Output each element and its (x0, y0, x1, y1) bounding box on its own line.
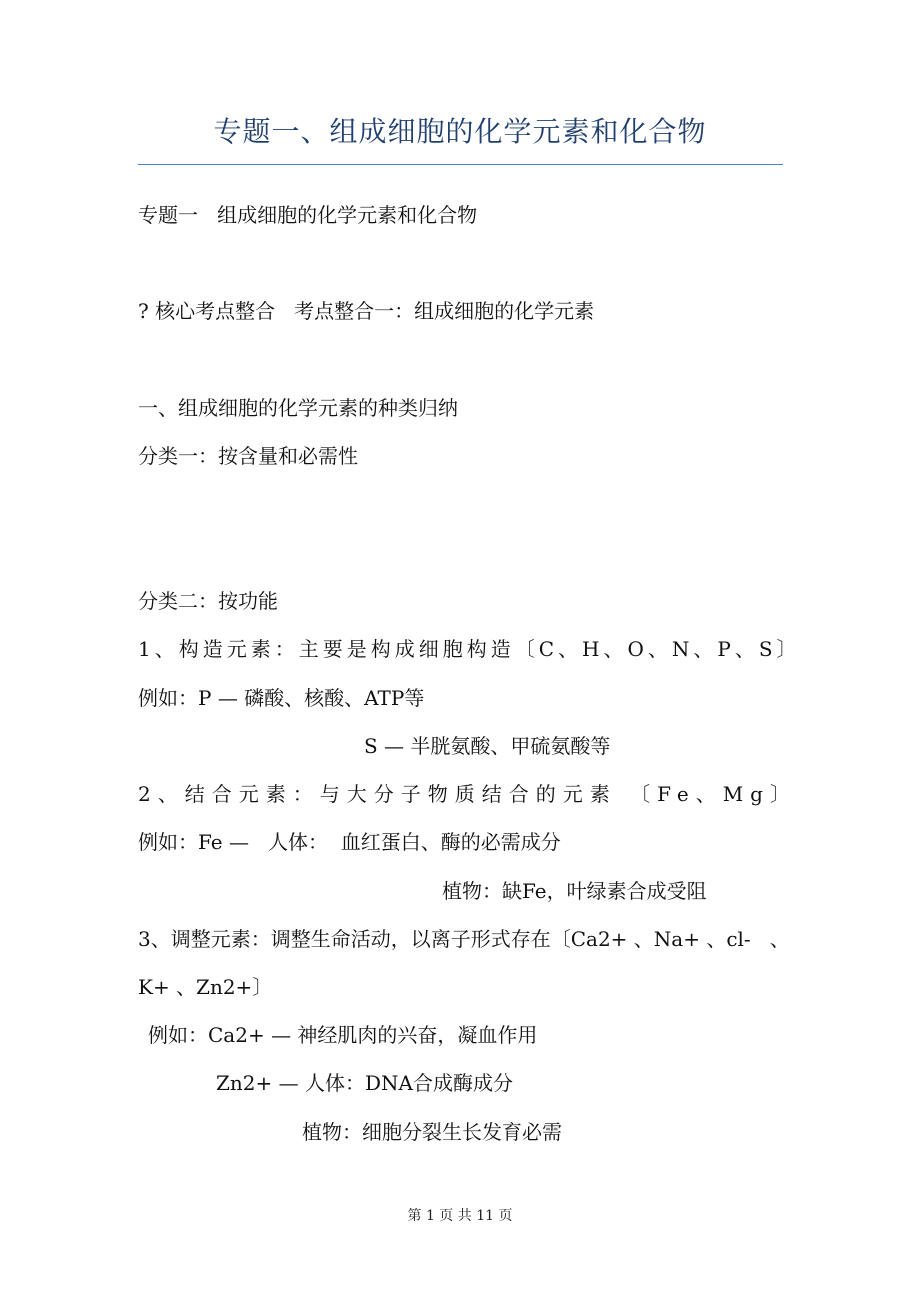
text-line-example-fe-plant: 植物：缺Fe，叶绿素合成受阻 (442, 879, 707, 903)
text-line-category-two: 分类二：按功能 (138, 589, 278, 613)
text-line-example-zn-plant: 植物：细胞分裂生长发育必需 (302, 1120, 562, 1144)
text-line-regulatory-elements: 3、调整元素：调整生命活动，以离子形式存在〔Ca2+ 、Na+ 、cl- 、 (138, 927, 790, 951)
text-line-example-zn-human: Zn2+ — 人体：DNA合成酶成分 (216, 1071, 513, 1095)
text-line-core-points: ? 核心考点整合 考点整合一：组成细胞的化学元素 (138, 299, 595, 323)
title-underline (138, 164, 783, 165)
page-number-footer: 第 1 页 共 11 页 (407, 1208, 513, 1224)
text-line-category-one: 分类一：按含量和必需性 (138, 444, 358, 468)
document-title: 专题一、组成细胞的化学元素和化合物 (213, 115, 707, 148)
text-line-section-heading: 专题一 组成细胞的化学元素和化合物 (138, 203, 478, 227)
text-line-structural-elements: 1、构造元素：主要是构成细胞构造〔C、H、O、N、P、S〕 (138, 637, 801, 661)
text-line-example-fe-human: 例如：Fe — 人体： 血红蛋白、酶的必需成分 (138, 830, 561, 854)
text-line-example-s: S — 半胱氨酸、甲硫氨酸等 (364, 734, 611, 758)
text-line-regulatory-elements-cont: K+ 、Zn2+〕 (138, 975, 273, 999)
text-line-example-ca: 例如：Ca2+ — 神经肌肉的兴奋，凝血作用 (148, 1023, 538, 1047)
text-line-example-p: 例如：P — 磷酸、核酸、ATP等 (138, 686, 425, 710)
text-line-element-types: 一、组成细胞的化学元素的种类归纳 (138, 396, 458, 420)
text-line-binding-elements: 2、结合元素：与大分子物质结合的元素 〔Fe、Mg〕 (138, 782, 797, 806)
